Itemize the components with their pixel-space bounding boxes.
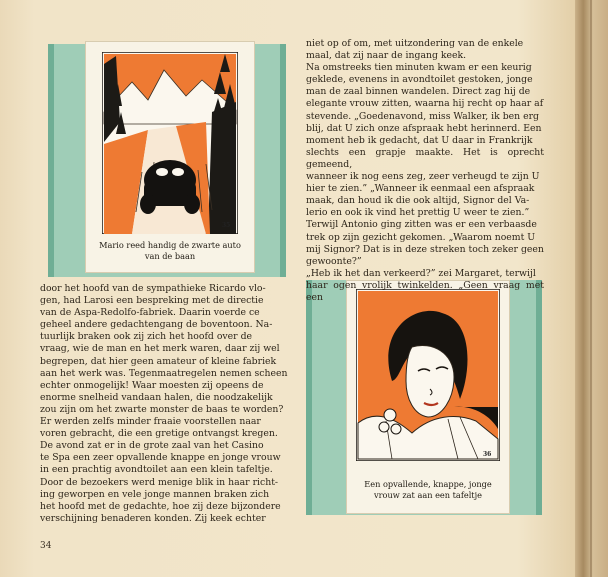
text-line: slechts een grapje maakte. Het is oprecht gemeend, — [306, 146, 544, 170]
text-line: in een prachtig avondtoilet aan een klein tafeltje. — [40, 464, 273, 476]
text-line: enorme snelheid vandaan halen, die noodzakelijk — [40, 391, 273, 403]
text-line: blij, dat U zich onze afspraak hebt herinnerd. Een — [306, 122, 542, 134]
text-line: gewoonte?” — [306, 255, 362, 267]
text-line: geheel andere gedachtengang de boventoon. Na- — [40, 319, 273, 331]
card-number: 35 — [222, 222, 231, 229]
text-line: maak, dan houd ik die ook altijd, Signor del Va- — [306, 195, 530, 207]
text-line: zou zijn om het zwarte monster de baas te worden? — [40, 403, 284, 415]
text-line: Na omstreeks tien minuten kwam er een keurig — [306, 62, 532, 74]
body-text-right-column — [306, 38, 544, 304]
mountain-road-racing-car-illustration — [102, 52, 238, 234]
text-line: tuurlijk braken ook zij zich het hoofd over de — [40, 331, 253, 343]
text-line: stevende. „Goedenavond, miss Walker, ik ben erg — [306, 110, 540, 122]
card-caption — [347, 479, 509, 500]
text-line: lerio en ook ik vind het prettig U weer te zien.” — [306, 207, 530, 219]
card-caption — [86, 240, 254, 261]
text-line: moment heb ik gedacht, dat U daar in Frankrijk — [306, 134, 533, 146]
text-line: trek op zijn gezicht gekomen. „Waarom noemt U — [306, 231, 536, 243]
text-line: mij Signor? Dat is in deze streken toch zeker geen — [306, 243, 544, 255]
body-text-left-column — [40, 283, 288, 525]
text-line: maal, dat zij naar de ingang keek. — [306, 50, 467, 62]
teal-frame-bottom-edge-right — [536, 280, 542, 515]
text-line: door het hoofd van de sympathieke Ricardo vlo- — [40, 283, 266, 294]
text-line: begrepen, dat hier geen amateur of kleine fabriek — [40, 355, 277, 367]
caption-line: Mario reed handig de zwarte auto — [99, 240, 241, 250]
text-line: aan het werk was. Tegenmaatregelen nemen scheen — [40, 367, 288, 379]
text-line: het hoofd met de gedachte, hoe zij deze bijzondere — [40, 500, 281, 512]
text-line: hier te zien.” „Wanneer ik eenmaal een afspraak — [306, 183, 535, 195]
text-line: man de zaal binnen wandelen. Direct zag hij de — [306, 86, 531, 98]
caption-line: van de baan — [144, 250, 196, 261]
text-line: Terwijl Antonio ging zitten was er een verbaasde — [306, 219, 537, 231]
page-number: 34 — [40, 541, 52, 551]
text-line: geklede, evenens in avondtoilet gestoken, jonge — [306, 74, 533, 86]
teal-frame-bottom-edge-left — [306, 280, 312, 515]
text-line: wanneer ik nog eens zeg, zeer verheugd te zijn U — [306, 171, 540, 183]
text-line: van de Aspa-Redolfo-fabriek. Daarin voerde ce — [40, 307, 260, 319]
card-number: 36 — [483, 451, 492, 458]
text-line: Door de bezoekers werd menige blik in haar richt- — [40, 476, 279, 488]
woman-portrait-illustration — [356, 289, 500, 461]
text-line: Er werden zelfs minder fraaie voorstellen naar — [40, 416, 261, 428]
text-line: elegante vrouw zitten, waarna hij recht op haar af — [306, 98, 544, 110]
text-line: niet op of om, met uitzondering van de enkele — [306, 38, 524, 49]
text-line: ing geworpen en vele jonge mannen braken zich — [40, 488, 270, 500]
text-line: echter onmogelijk! Waar moesten zij opeens de — [40, 379, 264, 391]
text-line: vraag, wie de man en het merk waren, daar zij wel — [40, 343, 280, 355]
text-line: verschijning benaderen konden. Zij keek echter — [40, 512, 266, 524]
text-line: De avond zat er in de grote zaal van het Casino — [40, 440, 264, 452]
text-line: „Heb ik het dan verkeerd?” zei Margaret, terwijl — [306, 267, 536, 279]
caption-line: vrouw zat aan een tafeltje — [374, 489, 482, 500]
text-line: haar ogen vrolijk twinkelden. „Geen vraag met een — [306, 279, 544, 303]
spine-shadow — [590, 0, 592, 577]
teal-frame-top-edge-left — [48, 44, 54, 277]
text-line: voren gebracht, die een gretige ontvangst kregen. — [40, 428, 278, 440]
card-35 — [86, 42, 254, 272]
card-36 — [347, 281, 509, 513]
caption-line: Een opvallende, knappe, jonge — [364, 479, 492, 489]
text-line: te Spa een zeer opvallende knappe en jonge vrouw — [40, 452, 281, 464]
text-line: gen, had Larosi een bespreking met de directie — [40, 295, 264, 307]
teal-frame-top-edge-right — [280, 44, 286, 277]
